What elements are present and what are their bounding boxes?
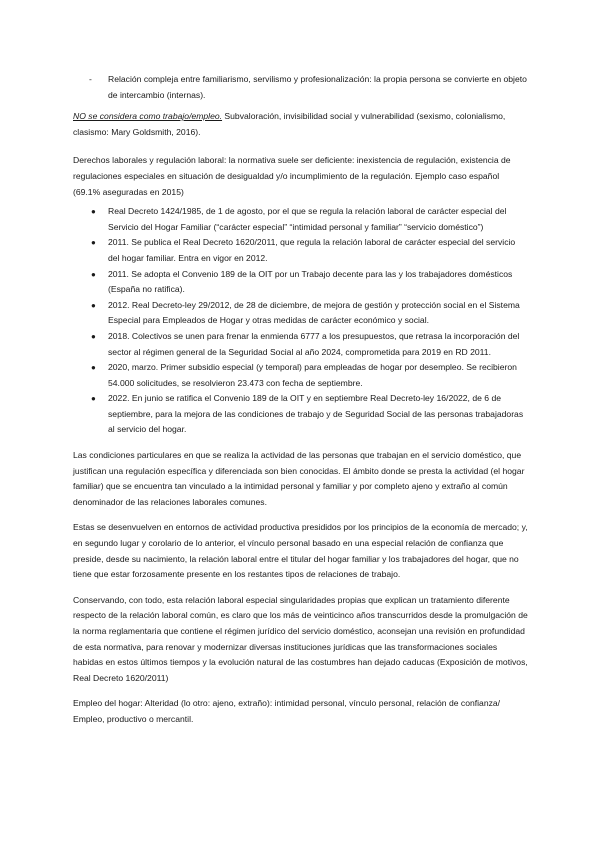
not-considered-paragraph [73, 109, 528, 140]
bullet-item [91, 204, 528, 235]
dash-item-text: Relación compleja entre familiarismo, servilismo y profesionalización: la propia persona se convierte en objeto de intercambio (internas). [108, 74, 527, 100]
body-paragraph: Empleo del hogar: Alteridad (lo otro: ajeno, extraño): intimidad personal, vínculo personal, relación de confianza/ Empleo, productivo o mercantil. [73, 698, 501, 724]
bullet-text: 2020, marzo. Primer subsidio especial (y temporal) para empleadas de hogar por desempleo. Se recibieron 54.000 solicitudes, se resolvieron 23.473 con fecha de septiembre. [108, 362, 517, 388]
bullet-item [91, 235, 528, 266]
bullet-marker: ● [91, 331, 96, 341]
bullet-item [91, 360, 528, 391]
bullet-marker: ● [91, 238, 96, 248]
dash-list-item [89, 72, 528, 103]
bullet-text: 2018. Colectivos se unen para frenar la enmienda 6777 a los presupuestos, que retrasa la incorporación del sector al régimen general de la Seguridad Social al año 2024, comprometida para 2019 en RD 2011. [108, 330, 520, 357]
bullet-text: 2012. Real Decreto-ley 29/2012, de 28 de diciembre, de mejora de gestión y protección social en el Sistema Especial para Empleados de Hogar y otras medidas de carácter económico y social. [108, 299, 520, 326]
bullet-text: Real Decreto 1424/1985, de 1 de agosto, por el que se regula la relación laboral de carácter especial del Servicio del Hogar Familiar (“carácter especial” “intimidad personal y familiar” “servicio doméstico”) [108, 206, 507, 232]
not-considered-text: Subvaloración, invisibilidad social y vulnerabilidad (sexismo, colonialismo, clasismo: Mary Goldsmith, 2016). [73, 111, 506, 137]
bullet-marker: ● [91, 207, 96, 217]
body-paragraph: Estas se desenvuelven en entornos de actividad productiva presididos por los principios de la economía de mercado; y, en segundo lugar y corolario de lo anterior, el vínculo personal basado en una especial relación de confianza que preside, desde su nacimiento, la relación laboral entre el titular del hogar familiar y los trabajadores del hogar, que no tiene que estar forzosamente presente en los restantes tipos de relaciones de trabajo. [73, 522, 528, 580]
bullet-marker: ● [91, 269, 96, 279]
body-paragraph: Conservando, con todo, esta relación laboral especial singularidades propias que explican un tratamiento diferente respecto de la relación laboral común, es claro que los más de veinticinco años transcurridos desde la promulgación de la norma reglamentaria que contiene el régimen jurídico del servicio doméstico, aconsejan una revisión en profundidad de esta normativa, para renovar y modernizar diversas instituciones jurídicas que las transformaciones sociales habidas en estos últimos tiempos y la evolución natural de las costumbres han dejado caducas (Exposición de motivos, Real Decreto 1620/2011) [73, 594, 528, 683]
dash-marker: - [89, 74, 92, 84]
bullet-marker: ● [91, 394, 96, 404]
bullet-item [91, 267, 528, 298]
bullet-marker: ● [91, 363, 96, 373]
bullet-text: 2022. En junio se ratifica el Convenio 189 de la OIT y en septiembre Real Decreto-ley 16/2022, de 6 de septiembre, para la mejora de las condiciones de trabajo y de Seguridad Social de las personas trabajadoras al servicio del hogar. [108, 393, 524, 435]
bullet-marker: ● [91, 300, 96, 310]
body-paragraph: Las condiciones particulares en que se realiza la actividad de las personas que trabajan en el servicio doméstico, que justifican una regulación específica y diferenciada son bien conocidas. El ámbito donde se presta la actividad (el hogar familiar) que se encuentra tan vinculado a la intimidad personal y familiar y por completo ajeno y extraño al común denominador de las relaciones laborales comunes. [73, 450, 525, 507]
regulation-bullet-list [73, 204, 528, 438]
bullet-item [91, 391, 528, 438]
rights-intro-paragraph: Derechos laborales y regulación laboral: la normativa suele ser deficiente: inexistencia de regulación, existencia de regulaciones especiales en situación de desigualdad y/o incumplimiento de la regulación. Ejemplo caso español (69.1% aseguradas en 2015) [73, 155, 511, 197]
bullet-item [91, 298, 528, 329]
not-considered-underlined: NO se considera como trabajo/empleo. [73, 111, 223, 122]
bullet-item [91, 329, 528, 360]
document-body [73, 72, 528, 728]
bullet-text: 2011. Se publica el Real Decreto 1620/2011, que regula la relación laboral de carácter especial del servicio del hogar familiar. Entra en vigor en 2012. [108, 237, 516, 263]
bullet-text: 2011. Se adopta el Convenio 189 de la OIT por un Trabajo decente para las y los trabajadores domésticos (España no ratifica). [108, 268, 513, 295]
